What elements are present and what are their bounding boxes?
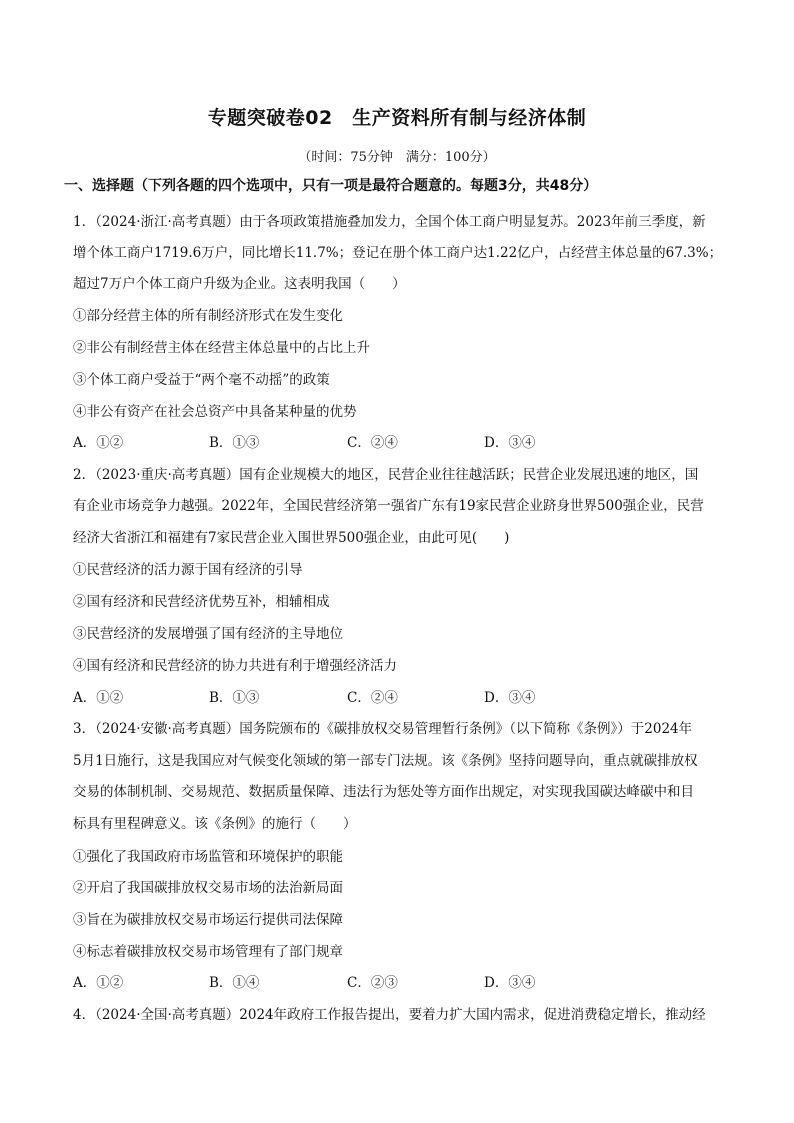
option-a[interactable]: A．①② [73, 975, 124, 991]
question-1-statement: ③个体工商户受益于“两个毫不动摇”的政策 [73, 372, 330, 388]
option-a[interactable]: A．①② [73, 690, 124, 706]
question-2-statement: ③民营经济的发展增强了国有经济的主导地位 [73, 626, 343, 642]
question-1-stem-line: 1．（2024·浙江·高考真题）由于各项政策措施叠加发力，全国个体工商户明显复苏。2023年前三季度，新 [73, 214, 706, 230]
question-2-statement: ①民营经济的活力源于国有经济的引导 [73, 562, 303, 578]
question-1-stem-line: 超过7万户个体工商户升级为企业。这表明我国（ ） [73, 276, 406, 292]
question-2-statement: ④国有经济和民营经济的协力共进有利于增强经济活力 [73, 658, 397, 674]
question-1-options [73, 431, 633, 451]
question-2-stem-line: 2．（2023·重庆·高考真题）国有企业规模大的地区，民营企业往往越活跃；民营企业发展迅速的地区，国 [73, 467, 699, 483]
question-1-statement: ②非公有制经营主体在经营主体总量中的占比上升 [73, 340, 370, 356]
question-2-options [73, 686, 633, 706]
option-d[interactable]: D．③④ [484, 975, 536, 991]
question-3-statement: ①强化了我国政府市场监管和环境保护的职能 [73, 849, 343, 865]
option-b[interactable]: B．①③ [209, 435, 260, 451]
question-3-statement: ②开启了我国碳排放权交易市场的法治新局面 [73, 880, 343, 896]
question-3-statement: ④标志着碳排放权交易市场管理有了部门规章 [73, 944, 343, 960]
option-d[interactable]: D．③④ [484, 435, 536, 451]
question-3-options [73, 971, 633, 991]
option-c[interactable]: C．②④ [347, 435, 398, 451]
option-a[interactable]: A．①② [73, 435, 124, 451]
question-2-statement: ②国有经济和民营经济优势互补，相辅相成 [73, 594, 330, 610]
question-3-stem-line: 5月1日施行，这是我国应对气候变化领域的第一部专门法规。该《条例》坚持问题导向，重点就碳排放权 [73, 753, 698, 769]
question-4-stem-line: 4．（2024·全国·高考真题）2024年政府工作报告提出，要着力扩大国内需求，促进消费稳定增长，推动经 [73, 1007, 706, 1023]
question-3-statement: ③旨在为碳排放权交易市场运行提供司法保障 [73, 912, 343, 928]
question-3-stem-line: 交易的体制机制、交易规范、数据质量保障、违法行为惩处等方面作出规定，对实现我国碳达峰碳中和目 [73, 784, 694, 800]
question-3-stem-line: 标具有里程碑意义。该《条例》的施行（ ） [73, 816, 357, 832]
section-heading: 一、选择题（下列各题的四个选项中，只有一项是最符合题意的。每题3分，共48分） [64, 178, 598, 194]
question-1-stem-line: 增个体工商户1719.6万户，同比增长11.7%；登记在册个体工商户达1.22亿户，占经营主体总量的67.3%； [73, 245, 723, 261]
question-1-statement: ①部分经营主体的所有制经济形式在发生变化 [73, 308, 343, 324]
option-b[interactable]: B．①④ [209, 975, 260, 991]
option-c[interactable]: C．②④ [347, 690, 398, 706]
option-d[interactable]: D．③④ [484, 690, 536, 706]
option-b[interactable]: B．①③ [209, 690, 260, 706]
question-3-stem-line: 3．（2024·安徽·高考真题）国务院颁布的《碳排放权交易管理暂行条例》（以下简称《条例》）于2024年 [73, 721, 693, 737]
option-c[interactable]: C．②③ [347, 975, 398, 991]
page-title: 专题突破卷02 生产资料所有制与经济体制 [207, 107, 587, 129]
question-2-stem-line: 有企业市场竞争力越强。2022年，全国民营经济第一强省广东有19家民营企业跻身世界500强企业，民营 [73, 498, 704, 514]
exam-info: （时间：75分钟 满分：100分） [298, 150, 496, 165]
question-1-statement: ④非公有资产在社会总资产中具备某种量的优势 [73, 404, 357, 420]
question-2-stem-line: 经济大省浙江和福建有7家民营企业入围世界500强企业，由此可见( ) [73, 530, 510, 546]
